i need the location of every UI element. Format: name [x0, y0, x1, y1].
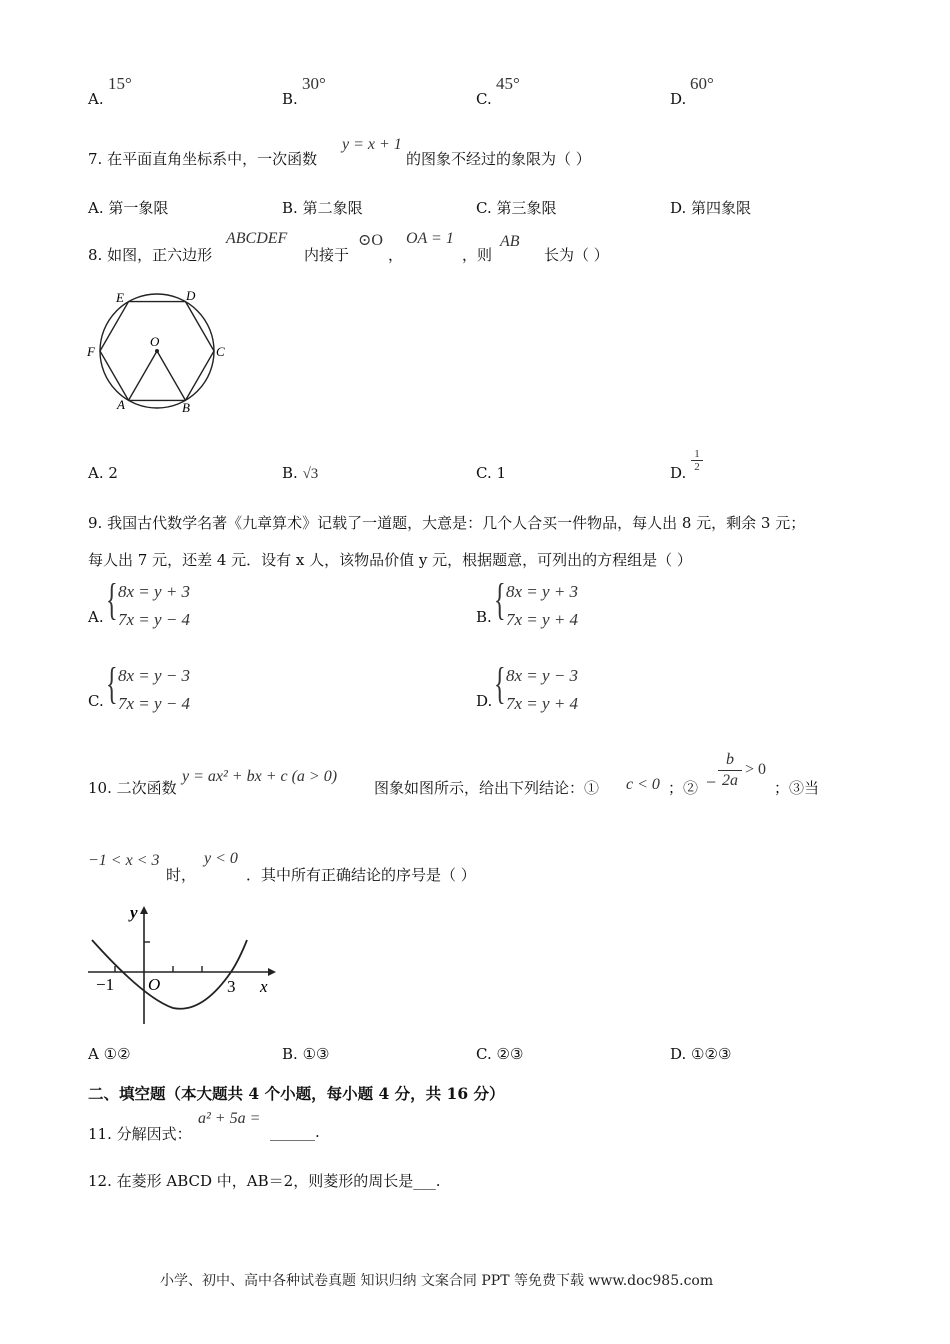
q8-comma: ， — [388, 246, 404, 264]
q9-option-d-system — [494, 659, 614, 726]
q6-option-a-label: A. — [88, 90, 104, 108]
tick-label-neg1: −1 — [96, 975, 115, 994]
segment-oa — [129, 351, 158, 400]
equation-2: 7x = y − 4 — [118, 610, 191, 629]
q8-circle-o: ⊙O — [358, 232, 383, 249]
label-a: A — [117, 397, 125, 412]
q8-option-c: C. 1 — [476, 464, 507, 482]
y-axis-arrow-icon — [140, 906, 148, 914]
minus-sign: − — [706, 772, 717, 792]
q11-prefix: 11. 分解因式： — [88, 1125, 192, 1143]
equation-2: 7x = y − 4 — [118, 694, 191, 713]
q6-option-c-value: 45° — [496, 74, 520, 93]
tick-label-3: 3 — [227, 977, 236, 996]
q6-option-b-label: B. — [282, 90, 298, 108]
q11-formula: a² + 5a = — [198, 1110, 261, 1127]
q9-option-c-label: C. — [88, 692, 104, 710]
q8-mid1: 内接于 — [304, 246, 350, 264]
q8-prefix: 8. 如图，正六边形 — [88, 246, 213, 264]
q8-suffix: 长为（ ） — [544, 246, 609, 264]
q10-suffix: ．其中所有正确结论的序号是（ ） — [246, 866, 476, 884]
equation-1: 8x = y − 3 — [118, 666, 191, 685]
q10-option-a: A ①② — [88, 1045, 131, 1063]
q9-option-a-label: A. — [88, 608, 104, 626]
page-footer: 小学、初中、高中各种试卷真题 知识归纳 文案合同 PPT 等免费下载 www.doc985.com — [160, 1273, 714, 1289]
label-f: F — [87, 344, 95, 359]
section-2-title: 二、填空题（本大题共 4 个小题，每小题 4 分，共 16 分） — [88, 1084, 505, 1103]
q8-mid2: ，则 — [462, 246, 493, 264]
segment-ob — [157, 351, 186, 400]
q11-blank: ______. — [270, 1123, 320, 1141]
q8-ab: AB — [500, 233, 520, 250]
q10-prefix: 10. 二次函数 — [88, 779, 177, 797]
x-axis-arrow-icon — [268, 968, 276, 976]
q10-ycond: y < 0 — [204, 850, 238, 867]
brace-icon: { — [494, 575, 506, 624]
q6-option-a-value: 15° — [108, 74, 132, 93]
q8-option-b: B. √3 — [282, 464, 319, 482]
q8-hexagon-name: ABCDEF — [226, 230, 288, 247]
q10-mid: 图象如图所示，给出下列结论：① — [374, 779, 600, 797]
q10-option-b: B. ①③ — [282, 1045, 330, 1063]
q10-option-c: C. ②③ — [476, 1045, 524, 1063]
q7-prefix: 7. 在平面直角坐标系中，一次函数 — [88, 150, 318, 168]
equation-1: 8x = y − 3 — [506, 666, 579, 685]
q10-frac-rest: > 0 — [745, 761, 767, 778]
q7-option-a: A. 第一象限 — [88, 199, 169, 217]
q7-option-d: D. 第四象限 — [670, 199, 752, 217]
q7-formula: y = x + 1 — [342, 136, 402, 153]
q7-option-b: B. 第二象限 — [282, 199, 363, 217]
center-point — [155, 349, 159, 353]
q9-option-b-label: B. — [476, 608, 492, 626]
q6-option-d-value: 60° — [690, 74, 714, 93]
question-12: 12. 在菱形 ABCD 中，AB＝2，则菱形的周长是___. — [88, 1172, 441, 1190]
q8-oa-value: OA = 1 — [406, 230, 454, 247]
origin-label: O — [148, 975, 161, 994]
label-b: B — [182, 400, 190, 415]
q9-option-b-system — [494, 575, 614, 642]
q9-line2: 每人出 7 元，还差 4 元．设有 x 人，该物品价值 y 元，根据题意，可列出的方程组是（ ） — [88, 551, 692, 569]
label-e: E — [116, 290, 124, 305]
q10-conclusion-1: c < 0 — [626, 776, 660, 793]
q10-when: 时， — [166, 866, 197, 884]
q8-option-a: A. 2 — [88, 464, 118, 482]
q8-option-d-label: D. — [670, 464, 687, 482]
q7-option-c: C. 第三象限 — [476, 199, 557, 217]
x-axis-label: x — [260, 977, 268, 996]
q10-range: −1 < x < 3 — [88, 852, 160, 869]
equation-1: 8x = y + 3 — [506, 582, 579, 601]
q6-option-c-label: C. — [476, 90, 492, 108]
q9-option-d-label: D. — [476, 692, 493, 710]
brace-icon: { — [106, 575, 118, 624]
q10-option-d: D. ①②③ — [670, 1045, 732, 1063]
q7-suffix: 的图象不经过的象限为（ ） — [406, 150, 591, 168]
equation-1: 8x = y + 3 — [118, 582, 191, 601]
brace-icon: { — [494, 659, 506, 708]
label-c: C — [216, 344, 225, 359]
equation-2: 7x = y + 4 — [506, 610, 579, 629]
y-axis-label: y — [130, 903, 138, 922]
q8-hexagon-figure — [84, 282, 234, 418]
q10-formula: y = ax² + bx + c (a > 0) — [182, 768, 338, 785]
q6-option-d-label: D. — [670, 90, 687, 108]
q10-sep2: ；③当 — [774, 779, 820, 797]
brace-icon: { — [106, 659, 118, 708]
parabola-curve — [92, 940, 247, 1009]
q8-option-d-fraction: 1 2 — [691, 448, 703, 473]
q10-sep1: ；② — [668, 779, 699, 797]
q10-parabola-graph — [84, 898, 284, 1032]
q6-option-b-value: 30° — [302, 74, 326, 93]
q9-option-a-system — [106, 575, 226, 642]
q9-option-c-system — [106, 659, 226, 726]
label-o: O — [150, 334, 160, 349]
equation-2: 7x = y + 4 — [506, 694, 579, 713]
q10-fraction: b 2a — [718, 750, 742, 791]
q9-line1: 9. 我国古代数学名著《九章算术》记载了一道题，大意是：几个人合买一件物品，每人出 8 元，剩余 3 元； — [88, 514, 806, 532]
label-d: D — [186, 288, 196, 303]
